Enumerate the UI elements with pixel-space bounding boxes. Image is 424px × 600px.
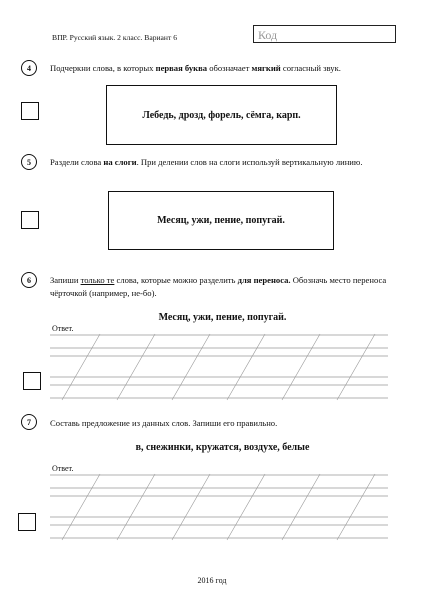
task-6-words: Месяц, ужи, пение, попугай. [158, 312, 287, 323]
task-7-score-box[interactable] [18, 513, 36, 531]
task-5-score-box[interactable] [21, 211, 39, 229]
footer-year: 2016 год [197, 576, 227, 585]
task-6-answer-label: Ответ. [52, 324, 74, 333]
task-6-text: Запиши только те слова, которые можно разделить для переноса. Обозначь место переноса чёрточкой (например, не-бо). [50, 275, 387, 298]
task-6-score-box[interactable] [23, 372, 41, 390]
header-title: ВПР. Русский язык. 2 класс. Вариант 6 [52, 33, 178, 42]
task-4-word-box [106, 85, 337, 145]
task-4-number: 4 [21, 60, 37, 76]
task-6-number: 6 [21, 272, 37, 288]
task-5-words: Месяц, ужи, пение, попугай. [157, 215, 285, 226]
task-7-writing-lines[interactable] [50, 472, 392, 542]
task-7-words: в, снежинки, кружатся, воздухе, белые [135, 442, 310, 453]
task-7-text: Составь предложение из данных слов. Запиши его правильно. [50, 418, 278, 428]
task-5-text: Раздели слова на слоги. При делении слов на слоги используй вертикальную линию. [50, 157, 363, 167]
task-5-number: 5 [21, 154, 37, 170]
task-7-number: 7 [21, 414, 37, 430]
task-5-word-box [108, 191, 334, 250]
task-7-answer-label: Ответ. [52, 464, 74, 473]
task-6-writing-lines[interactable] [50, 332, 392, 402]
task-4-text: Подчеркни слова, в которых первая буква обозначает мягкий согласный звук. [50, 63, 341, 73]
task-4-words: Лебедь, дрозд, форель, сёмга, карп. [142, 109, 301, 121]
code-label: Код [258, 28, 278, 42]
code-field[interactable] [253, 25, 396, 43]
task-4-score-box[interactable] [21, 102, 39, 120]
